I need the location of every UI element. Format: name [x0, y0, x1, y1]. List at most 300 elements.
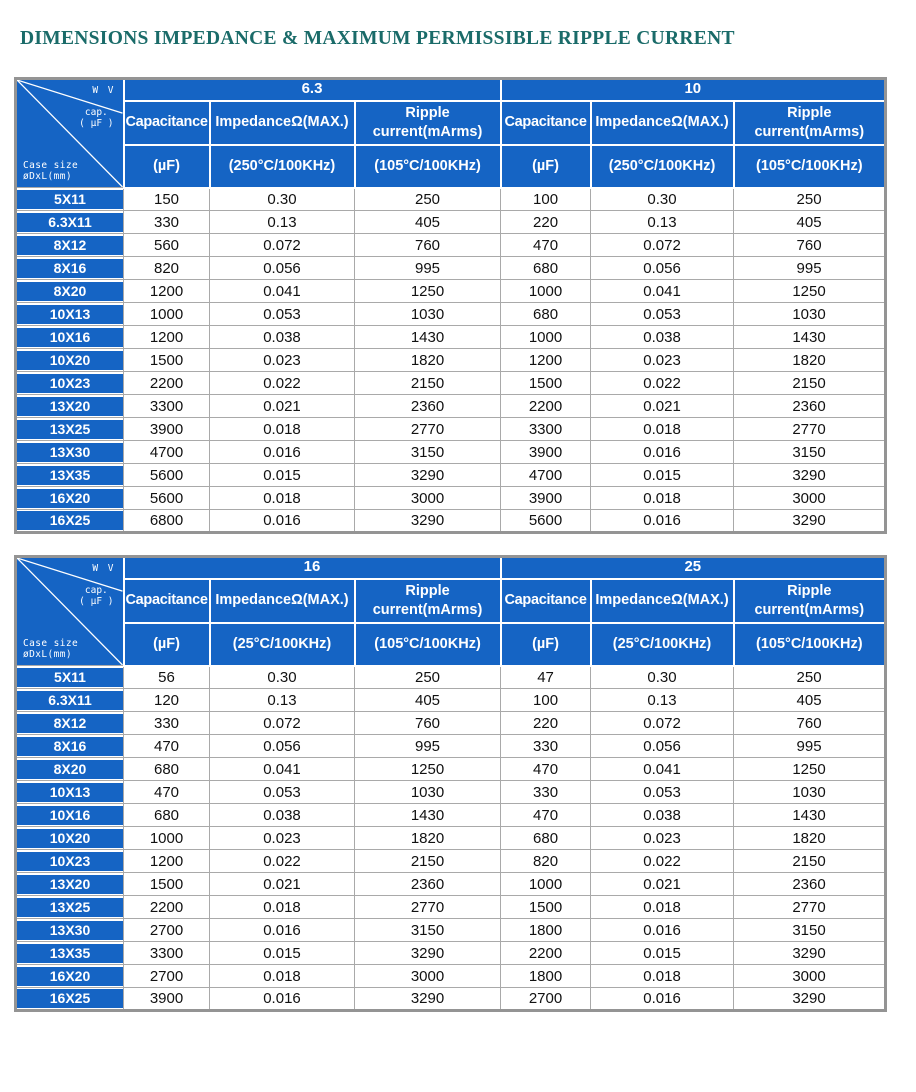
corner-case-line2: øDxL(mm): [23, 171, 72, 182]
value-cell: 0.022: [210, 372, 355, 395]
table-row: [16, 326, 886, 349]
case-size-label: 13X35: [17, 944, 123, 963]
value-cell: 0.072: [591, 712, 734, 735]
value-cell: 5600: [124, 487, 210, 510]
case-size-label: 16X20: [17, 967, 123, 986]
case-size-cell: [16, 188, 124, 211]
value-cell: 3300: [501, 418, 591, 441]
impedance-header: ImpedanceΩ(MAX.): [591, 579, 734, 623]
value-cell: 0.016: [591, 919, 734, 942]
value-cell: 470: [501, 804, 591, 827]
value-cell: 760: [355, 712, 501, 735]
value-cell: 2700: [501, 988, 591, 1011]
value-cell: 680: [501, 827, 591, 850]
capacitance-header: Capacitance: [124, 579, 210, 623]
value-cell: 0.041: [210, 280, 355, 303]
case-size-label: 10X16: [17, 806, 123, 825]
value-cell: 1500: [501, 896, 591, 919]
case-size-label: 16X25: [17, 989, 123, 1008]
value-cell: 0.30: [591, 666, 734, 689]
value-cell: 0.056: [210, 257, 355, 280]
value-cell: 3000: [355, 487, 501, 510]
value-cell: 2700: [124, 919, 210, 942]
impedance-condition: (250°C/100KHz): [591, 145, 734, 188]
value-cell: 560: [124, 234, 210, 257]
value-cell: 4700: [124, 441, 210, 464]
value-cell: 1000: [501, 873, 591, 896]
corner-cap-label: [79, 585, 113, 607]
capacitance-unit: (µF): [124, 623, 210, 666]
value-cell: 1820: [355, 827, 501, 850]
case-size-cell: [16, 942, 124, 965]
value-cell: 56: [124, 666, 210, 689]
value-cell: 2360: [734, 873, 886, 896]
value-cell: 0.015: [210, 942, 355, 965]
value-cell: 220: [501, 211, 591, 234]
case-size-cell: [16, 735, 124, 758]
case-size-cell: [16, 211, 124, 234]
case-size-label: 5X11: [17, 668, 123, 687]
value-cell: 150: [124, 188, 210, 211]
value-cell: 3150: [355, 441, 501, 464]
case-size-label: 10X20: [17, 829, 123, 848]
value-cell: 1500: [124, 873, 210, 896]
value-cell: 2770: [734, 896, 886, 919]
case-size-cell: [16, 303, 124, 326]
value-cell: 0.056: [210, 735, 355, 758]
value-cell: 1800: [501, 919, 591, 942]
value-cell: 330: [501, 735, 591, 758]
table-row: [16, 781, 886, 804]
case-size-label: 10X13: [17, 783, 123, 802]
corner-legend: [17, 80, 123, 187]
value-cell: 820: [124, 257, 210, 280]
capacitance-unit: (µF): [501, 145, 591, 188]
value-cell: 3900: [124, 418, 210, 441]
value-cell: 0.016: [210, 919, 355, 942]
spec-table-container-16v-25v: [14, 555, 916, 1012]
table-row: [16, 395, 886, 418]
value-cell: 470: [501, 758, 591, 781]
value-cell: 1430: [734, 326, 886, 349]
case-size-label: 8X20: [17, 760, 123, 779]
case-size-cell: [16, 326, 124, 349]
ripple-current-header: Ripple current(mArms): [355, 579, 501, 623]
value-cell: 0.056: [591, 257, 734, 280]
case-size-cell: [16, 372, 124, 395]
value-cell: 250: [734, 666, 886, 689]
ripple-current-header: Ripple current(mArms): [355, 101, 501, 145]
case-size-label: 13X35: [17, 466, 123, 485]
table-row: [16, 804, 886, 827]
case-size-label: 8X16: [17, 737, 123, 756]
impedance-header: ImpedanceΩ(MAX.): [591, 101, 734, 145]
value-cell: 405: [355, 211, 501, 234]
table-row: [16, 510, 886, 533]
value-cell: 760: [355, 234, 501, 257]
value-cell: 330: [124, 211, 210, 234]
table-row: [16, 988, 886, 1011]
corner-case-line1: Case size: [23, 638, 79, 649]
value-cell: 0.018: [210, 487, 355, 510]
value-cell: 0.023: [591, 349, 734, 372]
value-cell: 0.30: [210, 666, 355, 689]
value-cell: 3150: [734, 919, 886, 942]
value-cell: 2200: [501, 395, 591, 418]
table-row: [16, 372, 886, 395]
case-size-cell: [16, 919, 124, 942]
table-row: [16, 257, 886, 280]
table-row: [16, 303, 886, 326]
value-cell: 3290: [734, 510, 886, 533]
value-cell: 0.13: [591, 689, 734, 712]
value-cell: 3290: [355, 510, 501, 533]
value-cell: 1000: [124, 303, 210, 326]
case-size-label: 8X12: [17, 714, 123, 733]
value-cell: 1200: [124, 326, 210, 349]
case-size-cell: [16, 349, 124, 372]
value-cell: 0.30: [591, 188, 734, 211]
value-cell: 0.021: [210, 873, 355, 896]
value-cell: 5600: [124, 464, 210, 487]
value-cell: 3900: [501, 487, 591, 510]
case-size-cell: [16, 804, 124, 827]
value-cell: 1030: [734, 781, 886, 804]
value-cell: 0.038: [210, 804, 355, 827]
value-cell: 1430: [355, 804, 501, 827]
value-cell: 0.018: [591, 487, 734, 510]
value-cell: 0.018: [591, 418, 734, 441]
table-row: [16, 827, 886, 850]
value-cell: 1200: [501, 349, 591, 372]
value-cell: 2770: [734, 418, 886, 441]
page-title: DIMENSIONS IMPEDANCE & MAXIMUM PERMISSIBLE RIPPLE CURRENT: [20, 28, 735, 49]
value-cell: 3290: [355, 464, 501, 487]
case-size-cell: [16, 873, 124, 896]
corner-cap-label: [79, 107, 113, 129]
voltage-header: 16: [124, 557, 501, 579]
value-cell: 0.056: [591, 735, 734, 758]
value-cell: 3000: [734, 487, 886, 510]
table-row: [16, 896, 886, 919]
corner-wv-label: W V: [92, 85, 116, 96]
value-cell: 0.053: [591, 781, 734, 804]
table-row: [16, 919, 886, 942]
case-size-label: 10X16: [17, 328, 123, 347]
value-cell: 1820: [734, 827, 886, 850]
value-cell: 2150: [734, 372, 886, 395]
capacitance-header: Capacitance: [501, 101, 591, 145]
value-cell: 0.023: [210, 349, 355, 372]
value-cell: 3000: [734, 965, 886, 988]
case-size-label: 13X30: [17, 443, 123, 462]
capacitance-unit: (µF): [501, 623, 591, 666]
case-size-label: 8X16: [17, 259, 123, 278]
table-row: [16, 850, 886, 873]
value-cell: 405: [355, 689, 501, 712]
case-size-label: 10X23: [17, 374, 123, 393]
value-cell: 0.041: [210, 758, 355, 781]
value-cell: 1430: [734, 804, 886, 827]
value-cell: 0.016: [591, 510, 734, 533]
value-cell: 1820: [734, 349, 886, 372]
case-size-cell: [16, 781, 124, 804]
table-row: [16, 873, 886, 896]
value-cell: 3290: [355, 988, 501, 1011]
value-cell: 1250: [734, 280, 886, 303]
impedance-condition: (25°C/100KHz): [591, 623, 734, 666]
case-size-label: 13X20: [17, 397, 123, 416]
corner-case-size-label: [23, 160, 78, 182]
value-cell: 220: [501, 712, 591, 735]
capacitance-unit: (µF): [124, 145, 210, 188]
value-cell: 3290: [734, 942, 886, 965]
value-cell: 4700: [501, 464, 591, 487]
value-cell: 0.022: [210, 850, 355, 873]
case-size-label: 16X20: [17, 489, 123, 508]
value-cell: 1250: [355, 280, 501, 303]
value-cell: 0.021: [591, 395, 734, 418]
case-size-cell: [16, 441, 124, 464]
value-cell: 995: [734, 257, 886, 280]
case-size-cell: [16, 234, 124, 257]
value-cell: 0.021: [210, 395, 355, 418]
value-cell: 995: [734, 735, 886, 758]
table-row: [16, 280, 886, 303]
value-cell: 3900: [124, 988, 210, 1011]
value-cell: 330: [124, 712, 210, 735]
value-cell: 0.022: [591, 850, 734, 873]
value-cell: 0.022: [591, 372, 734, 395]
value-cell: 3300: [124, 395, 210, 418]
value-cell: 760: [734, 234, 886, 257]
value-cell: 47: [501, 666, 591, 689]
value-cell: 0.018: [591, 896, 734, 919]
column-header-row: [16, 101, 886, 145]
value-cell: 0.072: [210, 234, 355, 257]
table-row: [16, 735, 886, 758]
table-row: [16, 487, 886, 510]
value-cell: 2150: [355, 850, 501, 873]
case-size-label: 13X20: [17, 875, 123, 894]
value-cell: 0.023: [591, 827, 734, 850]
capacitance-header: Capacitance: [124, 101, 210, 145]
value-cell: 1250: [734, 758, 886, 781]
corner-cap-line1: cap.: [84, 107, 108, 118]
case-size-cell: [16, 257, 124, 280]
corner-cell: [16, 557, 124, 666]
value-cell: 1030: [355, 303, 501, 326]
value-cell: 0.041: [591, 758, 734, 781]
table-row: [16, 188, 886, 211]
impedance-condition: (250°C/100KHz): [210, 145, 355, 188]
case-size-cell: [16, 464, 124, 487]
case-size-cell: [16, 395, 124, 418]
table-row: [16, 441, 886, 464]
value-cell: 0.016: [210, 441, 355, 464]
case-size-cell: [16, 965, 124, 988]
impedance-condition: (25°C/100KHz): [210, 623, 355, 666]
value-cell: 2770: [355, 896, 501, 919]
value-cell: 0.021: [591, 873, 734, 896]
corner-cap-line2: ( µF ): [79, 118, 114, 129]
value-cell: 100: [501, 188, 591, 211]
value-cell: 0.015: [591, 464, 734, 487]
case-size-cell: [16, 418, 124, 441]
value-cell: 3290: [355, 942, 501, 965]
value-cell: 0.016: [591, 441, 734, 464]
value-cell: 820: [501, 850, 591, 873]
value-cell: 0.072: [591, 234, 734, 257]
value-cell: 405: [734, 689, 886, 712]
spec-table-2: [14, 555, 887, 1012]
value-cell: 2200: [124, 896, 210, 919]
spec-table-1: [14, 77, 887, 534]
value-cell: 2150: [355, 372, 501, 395]
value-cell: 2360: [355, 395, 501, 418]
value-cell: 760: [734, 712, 886, 735]
table-row: [16, 965, 886, 988]
corner-cell: [16, 79, 124, 188]
value-cell: 680: [124, 804, 210, 827]
value-cell: 330: [501, 781, 591, 804]
case-size-label: 6.3X11: [17, 213, 123, 232]
value-cell: 1800: [501, 965, 591, 988]
corner-case-size-label: [23, 638, 78, 660]
voltage-header: 10: [501, 79, 886, 101]
value-cell: 0.018: [210, 418, 355, 441]
table-row: [16, 689, 886, 712]
case-size-label: 8X12: [17, 236, 123, 255]
value-cell: 6800: [124, 510, 210, 533]
table-row: [16, 942, 886, 965]
table-row: [16, 712, 886, 735]
value-cell: 405: [734, 211, 886, 234]
value-cell: 470: [124, 781, 210, 804]
table-row: [16, 464, 886, 487]
value-cell: 2700: [124, 965, 210, 988]
value-cell: 0.016: [210, 988, 355, 1011]
case-size-cell: [16, 850, 124, 873]
case-size-cell: [16, 712, 124, 735]
value-cell: 1430: [355, 326, 501, 349]
ripple-condition: (105°C/100KHz): [355, 623, 501, 666]
value-cell: 3300: [124, 942, 210, 965]
value-cell: 0.13: [210, 689, 355, 712]
case-size-cell: [16, 689, 124, 712]
case-size-cell: [16, 758, 124, 781]
value-cell: 1500: [124, 349, 210, 372]
table-row: [16, 758, 886, 781]
value-cell: 0.015: [591, 942, 734, 965]
case-size-label: 5X11: [17, 190, 123, 209]
corner-cap-line1: cap.: [84, 585, 108, 596]
value-cell: 0.023: [210, 827, 355, 850]
units-row: [16, 623, 886, 666]
table-row: [16, 211, 886, 234]
corner-cap-line2: ( µF ): [79, 596, 114, 607]
value-cell: 2150: [734, 850, 886, 873]
units-row: [16, 145, 886, 188]
value-cell: 0.053: [210, 303, 355, 326]
value-cell: 0.038: [210, 326, 355, 349]
corner-legend: [17, 558, 123, 665]
case-size-cell: [16, 510, 124, 533]
voltage-header: 6.3: [124, 79, 501, 101]
ripple-current-header: Ripple current(mArms): [734, 101, 886, 145]
value-cell: 0.053: [591, 303, 734, 326]
value-cell: 5600: [501, 510, 591, 533]
value-cell: 250: [355, 188, 501, 211]
value-cell: 1030: [355, 781, 501, 804]
value-cell: 1000: [501, 280, 591, 303]
spec-table-container-6v3-10v: [14, 77, 916, 534]
table-row: [16, 234, 886, 257]
value-cell: 100: [501, 689, 591, 712]
value-cell: 3000: [355, 965, 501, 988]
value-cell: 0.015: [210, 464, 355, 487]
case-size-cell: [16, 827, 124, 850]
case-size-cell: [16, 280, 124, 303]
value-cell: 1000: [124, 827, 210, 850]
case-size-label: 8X20: [17, 282, 123, 301]
ripple-condition: (105°C/100KHz): [734, 145, 886, 188]
value-cell: 0.13: [210, 211, 355, 234]
value-cell: 995: [355, 735, 501, 758]
value-cell: 995: [355, 257, 501, 280]
case-size-cell: [16, 988, 124, 1011]
value-cell: 3290: [734, 988, 886, 1011]
value-cell: 1000: [501, 326, 591, 349]
value-cell: 250: [355, 666, 501, 689]
voltage-header-row: [16, 557, 886, 579]
value-cell: 3150: [734, 441, 886, 464]
voltage-header-row: [16, 79, 886, 101]
table-row: [16, 418, 886, 441]
ripple-condition: (105°C/100KHz): [734, 623, 886, 666]
capacitance-header: Capacitance: [501, 579, 591, 623]
impedance-header: ImpedanceΩ(MAX.): [210, 579, 355, 623]
corner-wv-label: W V: [92, 563, 116, 574]
value-cell: 2200: [124, 372, 210, 395]
value-cell: 0.018: [210, 965, 355, 988]
value-cell: 3290: [734, 464, 886, 487]
value-cell: 0.018: [591, 965, 734, 988]
case-size-label: 13X25: [17, 420, 123, 439]
value-cell: 680: [501, 303, 591, 326]
value-cell: 680: [501, 257, 591, 280]
value-cell: 0.038: [591, 804, 734, 827]
case-size-cell: [16, 896, 124, 919]
value-cell: 0.30: [210, 188, 355, 211]
value-cell: 3150: [355, 919, 501, 942]
case-size-label: 13X30: [17, 921, 123, 940]
value-cell: 0.13: [591, 211, 734, 234]
value-cell: 2360: [734, 395, 886, 418]
value-cell: 470: [124, 735, 210, 758]
value-cell: 1030: [734, 303, 886, 326]
ripple-condition: (105°C/100KHz): [355, 145, 501, 188]
case-size-label: 13X25: [17, 898, 123, 917]
value-cell: 250: [734, 188, 886, 211]
impedance-header: ImpedanceΩ(MAX.): [210, 101, 355, 145]
value-cell: 0.038: [591, 326, 734, 349]
value-cell: 470: [501, 234, 591, 257]
case-size-cell: [16, 487, 124, 510]
column-header-row: [16, 579, 886, 623]
case-size-label: 6.3X11: [17, 691, 123, 710]
value-cell: 0.016: [591, 988, 734, 1011]
